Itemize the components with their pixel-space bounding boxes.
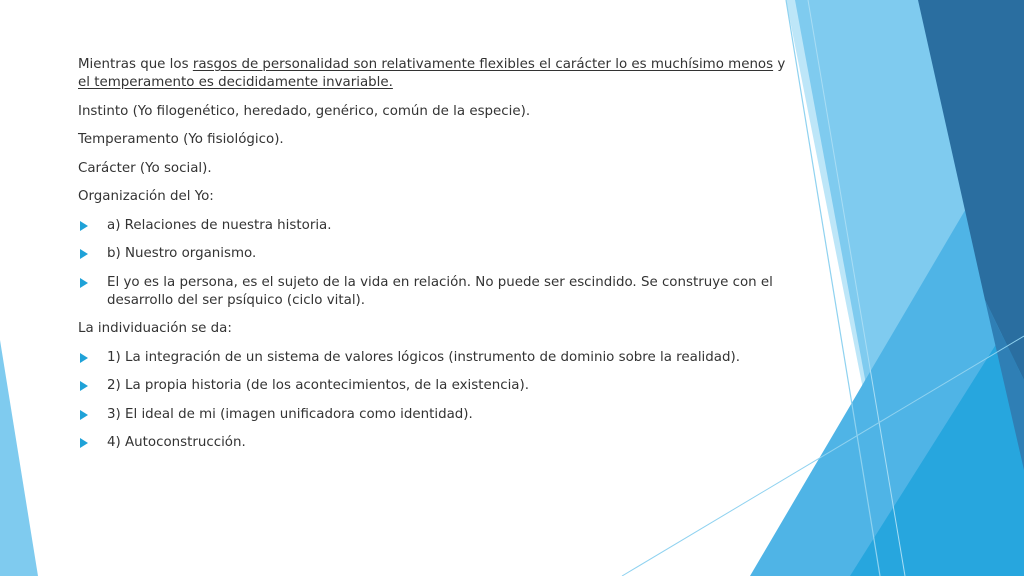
list-item-text: 3) El ideal de mi (imagen unificadora como identidad).: [107, 406, 473, 422]
intro-text-1: Mientras que los: [78, 57, 193, 72]
triangle-arrow-icon: [80, 249, 88, 259]
slide-content: [78, 56, 798, 463]
list-item-text: 4) Autoconstrucción.: [107, 435, 246, 450]
left-edge-shape: [0, 340, 38, 576]
list-item: [78, 217, 798, 235]
list-item: [78, 406, 798, 424]
triangle-arrow-icon: [80, 381, 88, 391]
triangle-arrow-icon: [80, 278, 88, 288]
temperamento-line: Temperamento (Yo fisiológico).: [78, 132, 284, 147]
list-item: [78, 245, 798, 263]
organizacion-heading: Organización del Yo:: [78, 189, 214, 204]
caracter-line: Carácter (Yo social).: [78, 160, 212, 176]
triangle-arrow-icon: [80, 438, 88, 448]
list-item-text: 2) La propia historia (de los acontecimientos, de la existencia).: [107, 378, 529, 393]
intro-text-2: y: [773, 57, 786, 72]
list-item-text: 1) La integración de un sistema de valores lógicos (instrumento de dominio sobre la realidad).: [107, 349, 740, 365]
intro-underlined-2: el temperamento es decididamente invariable.: [78, 75, 393, 90]
individuacion-heading: La individuación se da:: [78, 321, 232, 336]
list-item-text: El yo es la persona, es el sujeto de la vida en relación. No puede ser escindido. Se construye con el desarrollo del ser psíquico (ciclo vital).: [107, 274, 773, 308]
list-item: [78, 349, 798, 367]
intro-paragraph: [78, 56, 798, 92]
list-item: [78, 274, 798, 310]
triangle-arrow-icon: [80, 221, 88, 231]
triangle-arrow-icon: [80, 353, 88, 363]
list-item: [78, 434, 798, 452]
triangle-arrow-icon: [80, 410, 88, 420]
list-item: [78, 377, 798, 395]
intro-underlined-1: rasgos de personalidad son relativamente flexibles el carácter lo es muchísimo menos: [192, 57, 774, 72]
list-item-text: b) Nuestro organismo.: [107, 246, 257, 261]
instinto-line: Instinto (Yo filogenético, heredado, genérico, común de la especie).: [78, 103, 531, 119]
list-item-text: a) Relaciones de nuestra historia.: [107, 217, 332, 233]
